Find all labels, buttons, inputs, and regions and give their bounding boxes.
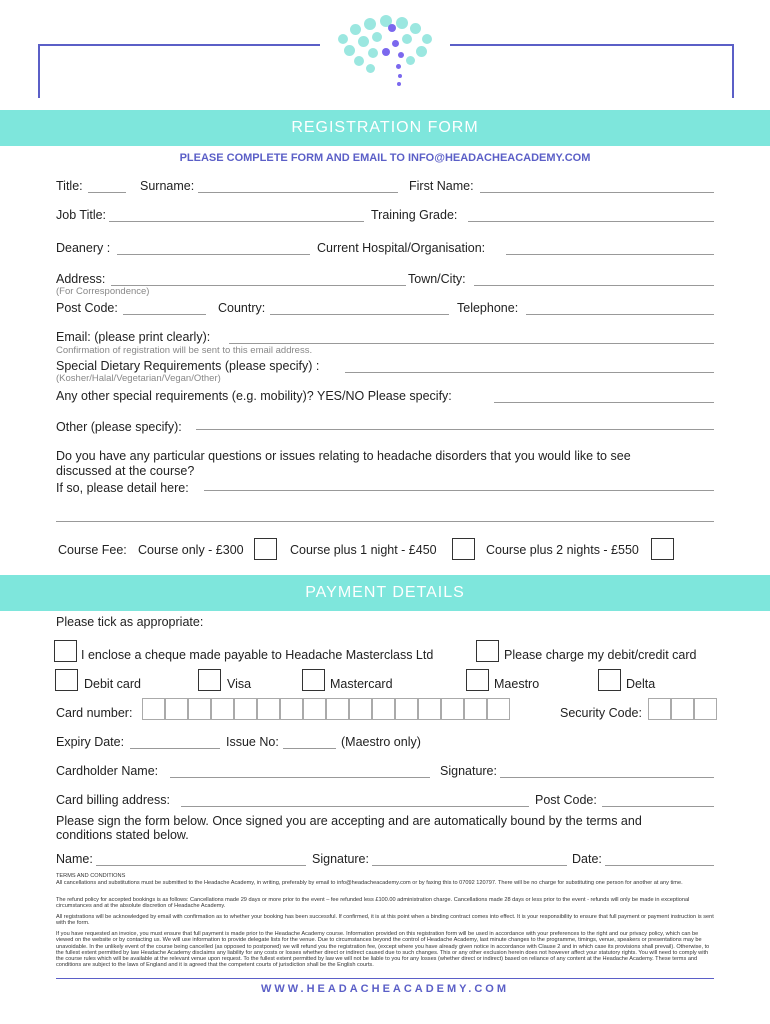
job-title-field[interactable] — [109, 221, 364, 222]
card-number-group-4[interactable] — [418, 698, 510, 720]
post-code-label: Post Code: — [56, 301, 118, 315]
special-requirements-label: Any other special requirements (e.g. mobility)? YES/NO Please specify: — [56, 389, 452, 403]
footer-divider — [56, 978, 714, 979]
card-signature-label: Signature: — [440, 764, 497, 778]
security-code-field[interactable] — [648, 698, 717, 720]
question-detail-label: If so, please detail here: — [56, 481, 189, 495]
post-code-field[interactable] — [123, 314, 206, 315]
terms-paragraph-3: All registrations will be acknowledged by email with confirmation as to whether your booking has been successful. If confirmed, it is at this point when a binding contract comes into effect. It is your responsibility to ensure that full payment or payment instruction is sent with the form. — [56, 914, 714, 927]
date-field[interactable] — [605, 865, 714, 866]
cardholder-label: Cardholder Name: — [56, 764, 159, 778]
registration-banner: REGISTRATION FORM — [0, 110, 770, 146]
expiry-field[interactable] — [130, 748, 220, 749]
country-field[interactable] — [270, 314, 449, 315]
terms-paragraph-1: All cancellations and substitutions must be submitted to the Headache Academy, in writing, preferably by email to info@headacheacademy.com or by faxing this to 07092 120797. There will be no charge for substituting one person for another at any time. — [56, 880, 683, 886]
job-title-label: Job Title: — [56, 208, 107, 222]
question-detail-field[interactable] — [204, 490, 714, 491]
title-field[interactable] — [88, 192, 126, 193]
signature-field[interactable] — [372, 865, 567, 866]
question-detail-field-2[interactable] — [56, 521, 714, 522]
other-label: Other (please specify): — [56, 420, 182, 434]
terms-paragraph-4: If you have requested an invoice, you must ensure that full payment is made prior to the Headache Academy course. Information provided on this registration form will be used in accordance with your preferences to the right and our privacy policy, which can be viewed on the website or by contacting us. We will use information to provide delegate lists for the venue. Due to circumstances beyond the control of Headache Academy, last minute changes to the programme, timings, venue, speakers or presentations may be unavoidable. In the unlikely event of the course being cancelled (as opposed to postponed) we will refund you the registration fee, (except where you have already given notice in accordance with Clause 2 and in which case its provisions shall prevail). Otherwise, to the fullest extent permitted by law Headache Academy disclaims any liability for any costs or losses whether direct or indirect caused due to such changes. This or any other exclusion herein does not however affect your statutory rights. You will need to comply with the course rules which will be available at the relevant venue upon request. To the fullest extent permitted by law we will not be liable to you for any losses (whether direct or indirect) based on reliance of any content at the Headache Academy. These terms and conditions are subject to the laws of England and it is agreed that the competent courts of jurisdiction shall be the English courts. — [56, 931, 710, 969]
maestro-only-note: (Maestro only) — [341, 735, 421, 749]
cardholder-field[interactable] — [170, 777, 430, 778]
special-requirements-field[interactable] — [494, 402, 714, 403]
address-label: Address: — [56, 272, 106, 286]
signature-label: Signature: — [312, 852, 369, 866]
billing-address-label: Card billing address: — [56, 793, 170, 807]
debit-card-label: Debit card — [84, 677, 141, 691]
other-field[interactable] — [196, 429, 714, 430]
dietary-note: (Kosher/Halal/Vegetarian/Vegan/Other) — [56, 373, 221, 384]
visa-checkbox[interactable] — [198, 669, 221, 691]
name-field[interactable] — [96, 865, 306, 866]
fee-option-two-nights: Course plus 2 nights - £550 — [486, 543, 639, 557]
header-frame-top-right — [450, 44, 734, 46]
hospital-label: Current Hospital/Organisation: — [317, 241, 486, 255]
surname-field[interactable] — [198, 192, 398, 193]
first-name-label: First Name: — [409, 179, 474, 193]
name-label: Name: — [56, 852, 93, 866]
billing-post-code-field[interactable] — [602, 806, 714, 807]
billing-post-code-label: Post Code: — [535, 793, 597, 807]
address-field[interactable] — [111, 285, 406, 286]
title-label: Title: — [56, 179, 83, 193]
header-frame-left — [38, 44, 40, 98]
email-note: Confirmation of registration will be sent to this email address. — [56, 345, 313, 356]
tick-instruction: Please tick as appropriate: — [56, 615, 204, 629]
course-fee-label: Course Fee: — [58, 543, 127, 557]
deanery-field[interactable] — [117, 254, 310, 255]
town-label: Town/City: — [408, 272, 466, 286]
fee-option-course-only: Course only - £300 — [138, 543, 244, 557]
mastercard-label: Mastercard — [330, 677, 393, 691]
dietary-field[interactable] — [345, 372, 714, 373]
first-name-field[interactable] — [480, 192, 714, 193]
question-text-line2: discussed at the course? — [56, 464, 195, 478]
town-field[interactable] — [474, 285, 714, 286]
instruction-text: PLEASE COMPLETE FORM AND EMAIL TO INFO@HEADACHEACADEMY.COM — [179, 152, 591, 164]
fee-checkbox-one-night[interactable] — [452, 538, 475, 560]
security-code-label: Security Code: — [560, 706, 642, 720]
training-grade-label: Training Grade: — [371, 208, 458, 222]
payment-banner: PAYMENT DETAILS — [0, 575, 770, 611]
cheque-label: I enclose a cheque made payable to Headache Masterclass Ltd — [81, 648, 434, 662]
delta-label: Delta — [626, 677, 656, 691]
cheque-checkbox[interactable] — [54, 640, 77, 662]
date-label: Date: — [572, 852, 602, 866]
billing-address-field[interactable] — [181, 806, 529, 807]
footer-website-link[interactable]: WWW.HEADACHEACADEMY.COM — [260, 983, 510, 995]
debit-card-checkbox[interactable] — [55, 669, 78, 691]
maestro-label: Maestro — [494, 677, 540, 691]
visa-label: Visa — [227, 677, 252, 691]
mastercard-checkbox[interactable] — [302, 669, 325, 691]
charge-card-checkbox[interactable] — [476, 640, 499, 662]
hospital-field[interactable] — [506, 254, 714, 255]
card-number-group-3[interactable] — [326, 698, 418, 720]
country-label: Country: — [218, 301, 266, 315]
sign-instruction-line1: Please sign the form below. Once signed you are accepting and are automatically bound by the terms and — [56, 814, 642, 828]
expiry-label: Expiry Date: — [56, 735, 125, 749]
card-signature-field[interactable] — [500, 777, 714, 778]
dietary-label: Special Dietary Requirements (please specify) : — [56, 359, 320, 373]
deanery-label: Deanery : — [56, 241, 111, 255]
terms-paragraph-2: The refund policy for accepted bookings is as follows: Cancellations made 29 days or more prior to the event – fee refunded less £100.00 administration charge. Cancellations made 28 days or less prior to the event - refunds will only be made in exceptional circumstances and at the absolute discretion of Headache Academy. — [56, 897, 690, 910]
sign-instruction-line2: conditions stated below. — [56, 828, 189, 842]
maestro-checkbox[interactable] — [466, 669, 489, 691]
terms-heading: TERMS AND CONDITIONS — [56, 873, 126, 879]
fee-checkbox-course-only[interactable] — [254, 538, 277, 560]
issue-label: Issue No: — [226, 735, 279, 749]
fee-checkbox-two-nights[interactable] — [651, 538, 674, 560]
telephone-field[interactable] — [526, 314, 714, 315]
brain-logo-icon — [330, 12, 442, 92]
fee-option-one-night: Course plus 1 night - £450 — [290, 543, 437, 557]
email-field[interactable] — [229, 343, 714, 344]
issue-field[interactable] — [283, 748, 336, 749]
delta-checkbox[interactable] — [598, 669, 621, 691]
address-note: (For Correspondence) — [56, 286, 150, 297]
training-grade-field[interactable] — [468, 221, 714, 222]
header-frame-right — [732, 44, 734, 98]
header-frame-top-left — [38, 44, 320, 46]
question-text-line1: Do you have any particular questions or issues relating to headache disorders that you would like to see — [56, 449, 631, 463]
card-number-group-1[interactable] — [142, 698, 234, 720]
charge-card-label: Please charge my debit/credit card — [504, 648, 697, 662]
card-number-label: Card number: — [56, 706, 133, 720]
telephone-label: Telephone: — [457, 301, 519, 315]
surname-label: Surname: — [140, 179, 195, 193]
card-number-group-2[interactable] — [234, 698, 326, 720]
email-label: Email: (please print clearly): — [56, 330, 211, 344]
